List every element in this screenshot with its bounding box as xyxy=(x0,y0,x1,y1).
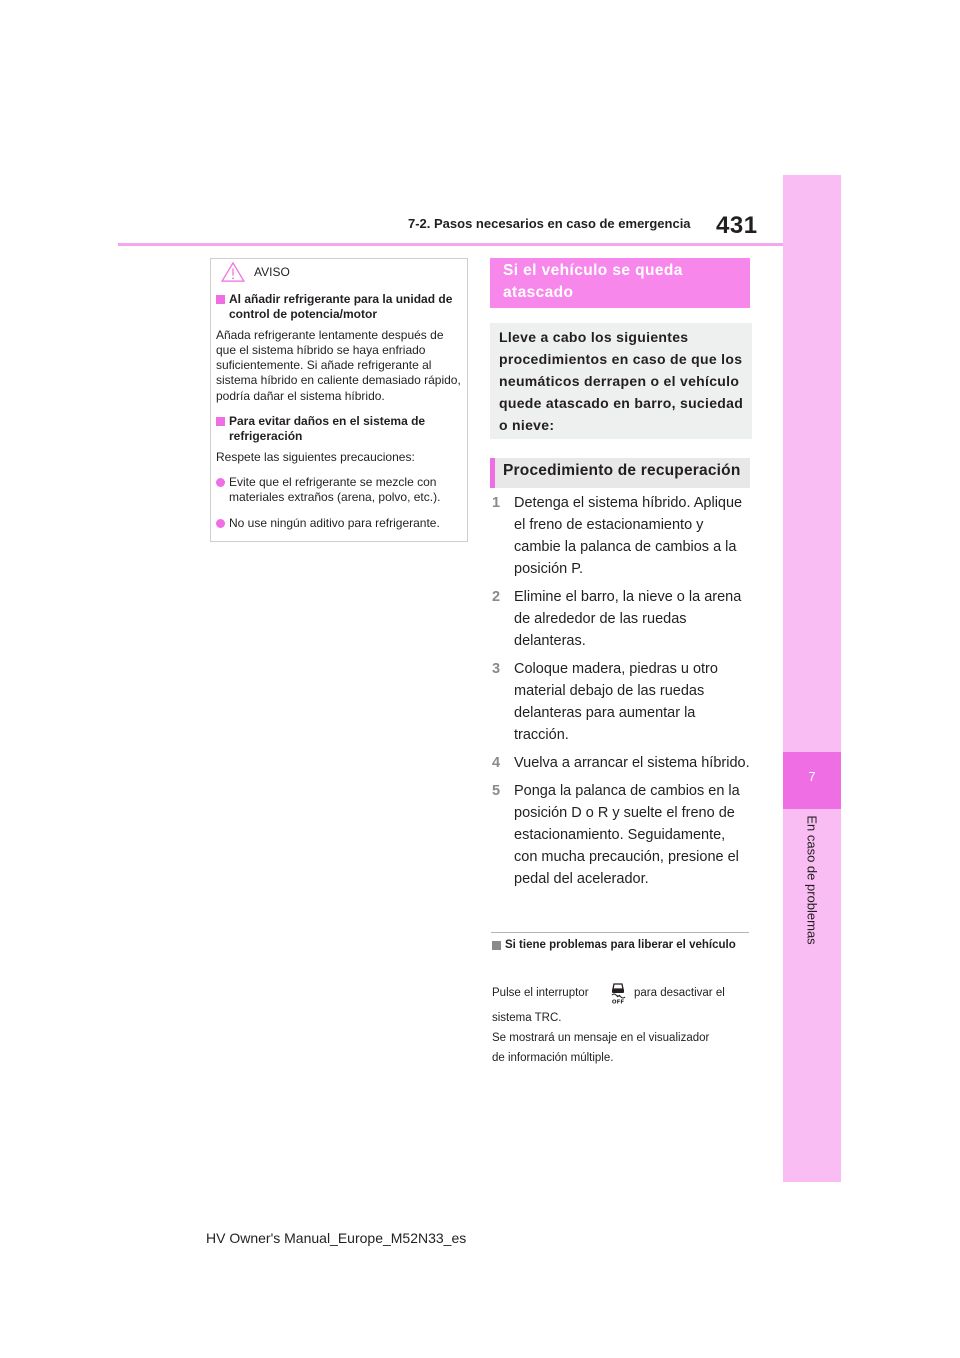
square-bullet-icon xyxy=(216,295,225,304)
step-text: Ponga la palanca de cambios en la posición D o R y suelte el freno de estacionamiento. Seguidamente, con mucha precaución, presione el pedal del acelerador. xyxy=(514,783,740,887)
warning-bullet: No use ningún aditivo para refrigerante. xyxy=(216,516,462,531)
section-title: 7-2. Pasos necesarios en caso de emergencia xyxy=(408,216,691,231)
step-item xyxy=(492,492,750,580)
step-item xyxy=(492,780,750,890)
step-text: Detenga el sistema híbrido. Aplique el freno de estacionamiento y cambie la palanca de cambios a la posición P. xyxy=(514,495,743,577)
step-number: 1 xyxy=(492,495,501,511)
warning-content xyxy=(216,292,462,541)
step-item xyxy=(492,586,750,652)
step-item xyxy=(492,658,750,746)
step-text: Elimine el barro, la nieve o la arena de alrededor de las ruedas delanteras. xyxy=(514,589,742,649)
intro-text: Lleve a cabo los siguientes procedimientos en caso de que los neumáticos derrapen o el vehículo quede atascado en barro, suciedad o nieve: xyxy=(499,329,744,433)
chapter-label: En caso de problemas xyxy=(804,815,820,945)
warning-triangle-icon xyxy=(220,262,246,282)
step-text: Coloque madera, piedras u otro material debajo de las ruedas delanteras para aumentar la tracción. xyxy=(514,661,718,743)
tip-title: Si tiene problemas para liberar el vehículo xyxy=(492,938,750,952)
chapter-number: 7 xyxy=(783,752,841,809)
tip-rule xyxy=(491,932,749,933)
step-item xyxy=(492,752,750,774)
warning-item-body: Añada refrigerante lentamente después de que el sistema híbrido se haya enfriado suficientemente. Si añade refrigerante al sistema híbrido en caliente demasiado rápido, podría dañar el sistema híbrido. xyxy=(216,327,461,403)
warning-bullet: Evite que el refrigerante se mezcle con materiales extraños (arena, polvo, etc.). xyxy=(216,475,462,506)
tip-line-4: de información múltiple. xyxy=(492,1052,614,1064)
step-text: Vuelva a arrancar el sistema híbrido. xyxy=(514,755,750,771)
step-number: 4 xyxy=(492,755,501,771)
procedure-title: Procedimiento de recuperación xyxy=(503,462,741,479)
step-number: 3 xyxy=(492,661,501,677)
procedure-steps xyxy=(492,492,750,896)
warning-item-title: Para evitar daños en el sistema de refrigeración xyxy=(216,414,462,445)
warning-header xyxy=(220,262,290,282)
step-number: 2 xyxy=(492,589,501,605)
trc-off-label: OFF xyxy=(611,999,625,1004)
warning-label: AVISO xyxy=(254,265,290,279)
tip-line-2: sistema TRC. xyxy=(492,1012,562,1024)
footer-text: HV Owner's Manual_Europe_M52N33_es xyxy=(206,1230,467,1246)
tip-line-1a: Pulse el interruptor xyxy=(492,987,589,999)
trc-off-icon xyxy=(608,980,628,1004)
page-number: 431 xyxy=(716,212,758,239)
header-rule xyxy=(118,243,783,246)
chapter-side-tab xyxy=(783,175,841,1182)
round-bullet-icon xyxy=(216,519,225,528)
round-bullet-icon xyxy=(216,478,225,487)
tip-line-3: Se mostrará un mensaje en el visualizador xyxy=(492,1032,710,1044)
square-bullet-icon xyxy=(216,417,225,426)
section-heading: Si el vehículo se queda atascado xyxy=(503,262,683,301)
warning-item-title: Al añadir refrigerante para la unidad de control de potencia/motor xyxy=(216,292,462,323)
step-number: 5 xyxy=(492,783,501,799)
tip-line-1b: para desactivar el xyxy=(634,987,725,999)
warning-item-body: Respete las siguientes precauciones: xyxy=(216,449,415,464)
square-bullet-icon xyxy=(492,941,501,950)
